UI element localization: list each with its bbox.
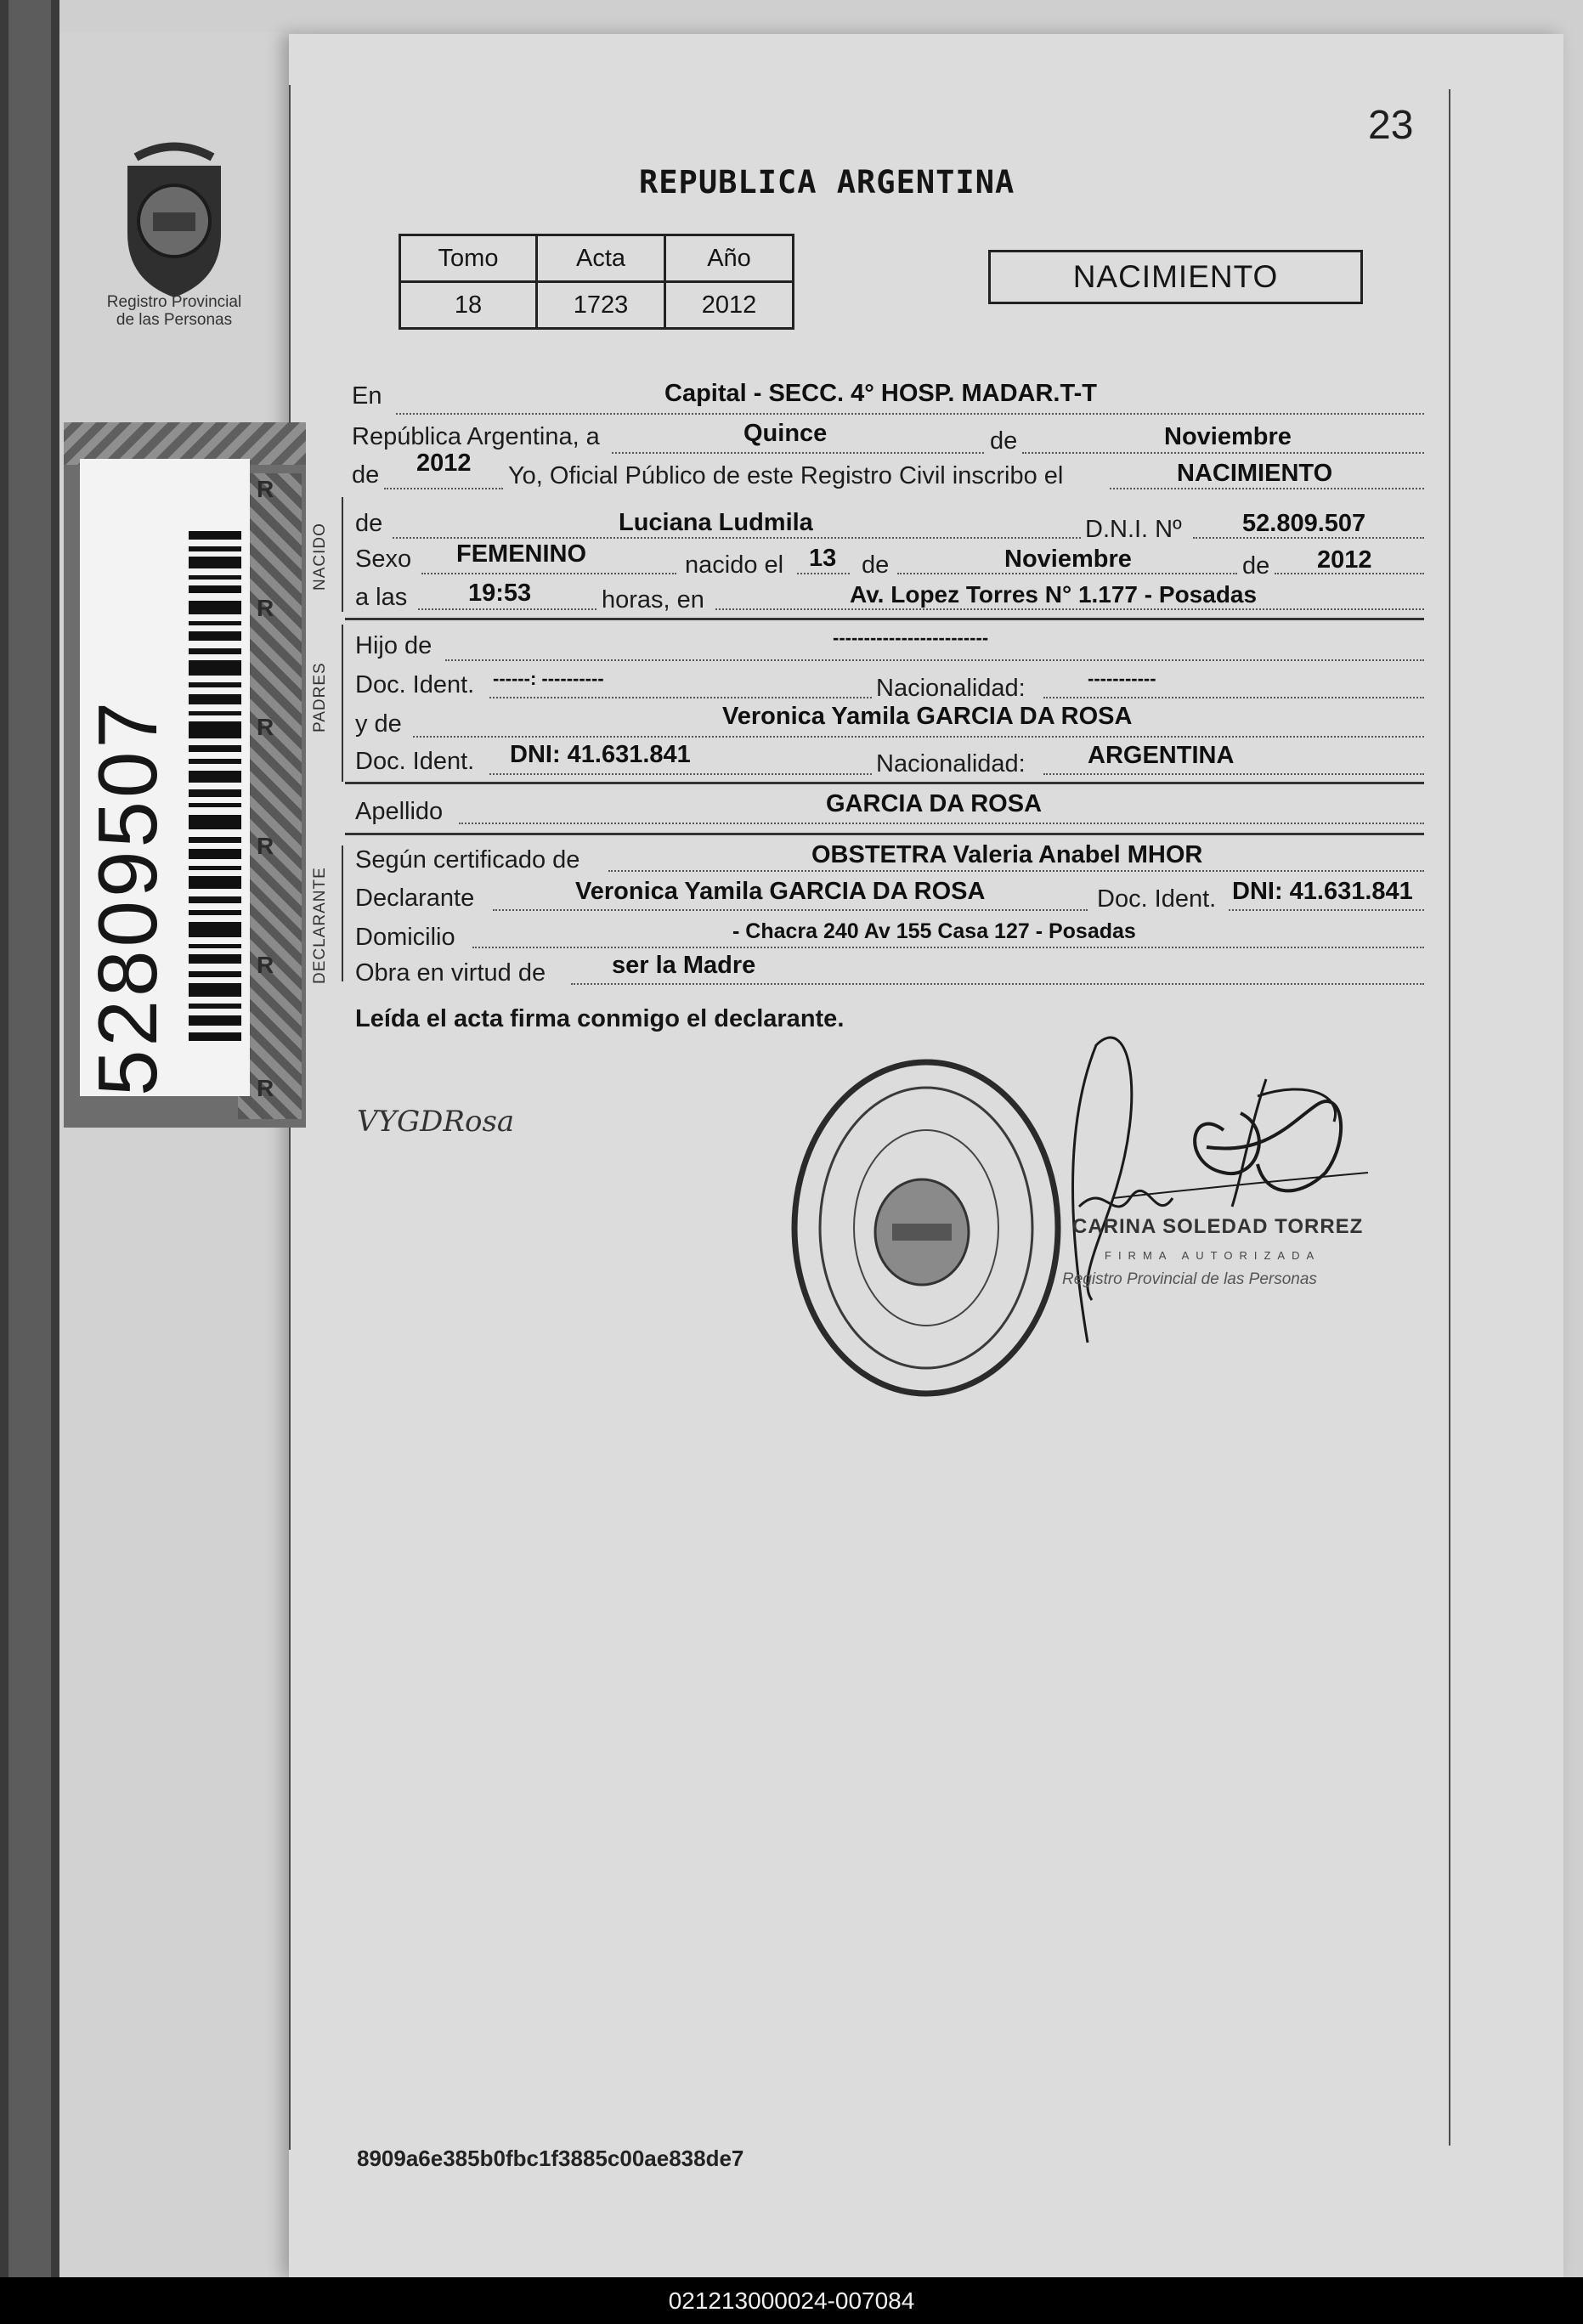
- republica-label: República Argentina, a: [352, 423, 600, 450]
- province-crest-icon: [102, 140, 246, 302]
- country-title: REPUBLICA ARGENTINA: [639, 164, 1015, 201]
- crest-caption-line1: Registro Provincial: [106, 293, 242, 311]
- section-divider-nacido: [345, 618, 1424, 620]
- footer-code: 021213000024-007084: [0, 2277, 1583, 2324]
- padre-doc-line: [489, 697, 872, 698]
- sticker-side-letter: R: [257, 476, 274, 502]
- inscribo-value: NACIMIENTO: [1177, 460, 1333, 487]
- anio-line: [384, 488, 503, 489]
- declarante-line: [493, 909, 1088, 911]
- hora-line: [418, 608, 596, 610]
- section-label-declarante: DECLARANTE: [311, 867, 329, 984]
- dia-value: Quince: [743, 420, 828, 447]
- header-acta: Acta: [537, 235, 665, 282]
- mes-line: [1022, 452, 1424, 454]
- section-divider-padres: [345, 782, 1424, 784]
- nacido-el-label: nacido el: [685, 551, 784, 579]
- sticker-side-letter: R: [257, 714, 274, 740]
- domicilio-label: Domicilio: [355, 924, 455, 951]
- declarante-value: Veronica Yamila GARCIA DA ROSA: [575, 878, 986, 905]
- sticker-side-letter: R: [257, 952, 274, 978]
- lugar-value: Av. Lopez Torres N° 1.177 - Posadas: [850, 581, 1258, 608]
- anio-prefix: de: [352, 461, 380, 489]
- registry-seal-icon: [786, 1054, 1066, 1402]
- dia-line: [612, 452, 984, 454]
- record-type-box: NACIMIENTO: [988, 250, 1363, 304]
- sticker-side-letter: R: [257, 833, 274, 859]
- de-label: de: [990, 427, 1018, 455]
- section-divider-apellido: [345, 833, 1424, 835]
- barcode-icon: [189, 531, 241, 1041]
- nombre-value: Luciana Ludmila: [619, 509, 813, 536]
- obra-value: ser la Madre: [612, 952, 756, 979]
- padre-value: -------------------------: [833, 627, 989, 648]
- crest-caption: [85, 293, 263, 329]
- sexo-label: Sexo: [355, 546, 412, 573]
- madre-nac-line: [1043, 773, 1424, 775]
- nacido-mes: Noviembre: [1004, 546, 1132, 573]
- apellido-label: Apellido: [355, 798, 444, 825]
- barcode-sticker: [80, 459, 250, 1096]
- padre-nac-label: Nacionalidad:: [876, 675, 1026, 702]
- record-table: [399, 234, 794, 330]
- closing-text: Leída el acta firma conmigo el declarante.: [355, 1005, 845, 1032]
- a-las-label: a las: [355, 584, 408, 611]
- nacido-section-bar: [342, 497, 343, 612]
- crest-caption-line2: de las Personas: [116, 311, 233, 329]
- section-label-padres: PADRES: [311, 662, 329, 732]
- declarante-section-bar: [342, 845, 343, 981]
- nacido-de-label: de: [355, 510, 383, 537]
- anio-value: 2012: [416, 450, 472, 477]
- inscribo-text: Yo, Oficial Público de este Registro Civil inscribo el: [508, 462, 1064, 489]
- binding-edge: [0, 0, 59, 2277]
- inscribo-line: [1110, 488, 1424, 489]
- hora-value: 19:53: [468, 580, 532, 607]
- domicilio-line: [472, 947, 1424, 948]
- madre-line: [413, 736, 1424, 738]
- obra-line: [571, 983, 1424, 985]
- nacido-dia-line: [797, 573, 850, 574]
- value-anio: 2012: [665, 282, 794, 329]
- nacido-anio: 2012: [1317, 546, 1372, 574]
- madre-nac-label: Nacionalidad:: [876, 750, 1026, 777]
- madre-nac-value: ARGENTINA: [1088, 742, 1235, 769]
- madre-doc-value: DNI: 41.631.841: [510, 741, 691, 768]
- madre-doc-label: Doc. Ident.: [355, 748, 475, 775]
- certificado-label: Según certificado de: [355, 846, 580, 874]
- declarante-label: Declarante: [355, 885, 475, 912]
- official-signature-icon: [1062, 1028, 1402, 1351]
- padre-doc-value: ------: ----------: [493, 668, 604, 689]
- madre-doc-line: [489, 773, 872, 775]
- sexo-value: FEMENINO: [456, 540, 587, 568]
- domicilio-value: - Chacra 240 Av 155 Casa 127 - Posadas: [732, 919, 1136, 943]
- lugar-line: [715, 608, 1424, 610]
- official-name: CARINA SOLEDAD TORREZ: [1072, 1215, 1364, 1238]
- dni-value: 52.809.507: [1242, 510, 1366, 537]
- padre-nac-line: [1043, 697, 1424, 698]
- horas-en-label: horas, en: [602, 586, 704, 614]
- apellido-line: [459, 823, 1424, 824]
- sticker-number: 52809507: [81, 698, 174, 1096]
- padres-section-bar: [342, 625, 343, 782]
- nacido-de-label3: de: [1242, 552, 1270, 580]
- en-value: Capital - SECC. 4° HOSP. MADAR.T-T: [664, 380, 1097, 407]
- y-de-label: y de: [355, 710, 402, 738]
- padre-line: [445, 659, 1424, 661]
- certificado-value: OBSTETRA Valeria Anabel MHOR: [811, 841, 1203, 868]
- header-tomo: Tomo: [400, 235, 537, 282]
- nombre-line: [393, 537, 1081, 539]
- padre-nac-value: -----------: [1088, 668, 1156, 689]
- page-number: 23: [1368, 103, 1414, 148]
- decl-doc-label: Doc. Ident.: [1097, 885, 1217, 913]
- obra-label: Obra en virtud de: [355, 959, 546, 987]
- declarant-initials: VYGDRosa: [357, 1105, 515, 1139]
- madre-value: Veronica Yamila GARCIA DA ROSA: [722, 703, 1133, 730]
- document-hash: 8909a6e385b0fbc1f3885c00ae838de7: [357, 2146, 744, 2171]
- apellido-value: GARCIA DA ROSA: [826, 790, 1043, 817]
- value-acta: 1723: [537, 282, 665, 329]
- dni-label: D.N.I. Nº: [1085, 516, 1182, 543]
- en-line: [396, 413, 1424, 415]
- en-label: En: [352, 382, 382, 410]
- value-tomo: 18: [400, 282, 537, 329]
- section-label-nacido: NACIDO: [311, 523, 329, 591]
- sticker-side-letter: R: [257, 1075, 274, 1101]
- page-right-rule: [1449, 89, 1450, 2146]
- sticker-side-letter: R: [257, 595, 274, 621]
- official-role: FIRMA AUTORIZADA: [1105, 1249, 1321, 1262]
- hijo-de-label: Hijo de: [355, 632, 432, 659]
- header-anio: Año: [665, 235, 794, 282]
- certificado-line: [608, 870, 1424, 872]
- sexo-line: [421, 573, 676, 574]
- nacido-de-label2: de: [862, 551, 890, 579]
- official-registry: Registro Provincial de las Personas: [1062, 1270, 1317, 1288]
- decl-doc-value: DNI: 41.631.841: [1232, 878, 1413, 905]
- padre-doc-label: Doc. Ident.: [355, 671, 475, 698]
- left-margin-page: [59, 32, 314, 2276]
- mes-value: Noviembre: [1164, 423, 1292, 450]
- nacido-dia: 13: [809, 545, 837, 572]
- decl-doc-line: [1229, 909, 1424, 911]
